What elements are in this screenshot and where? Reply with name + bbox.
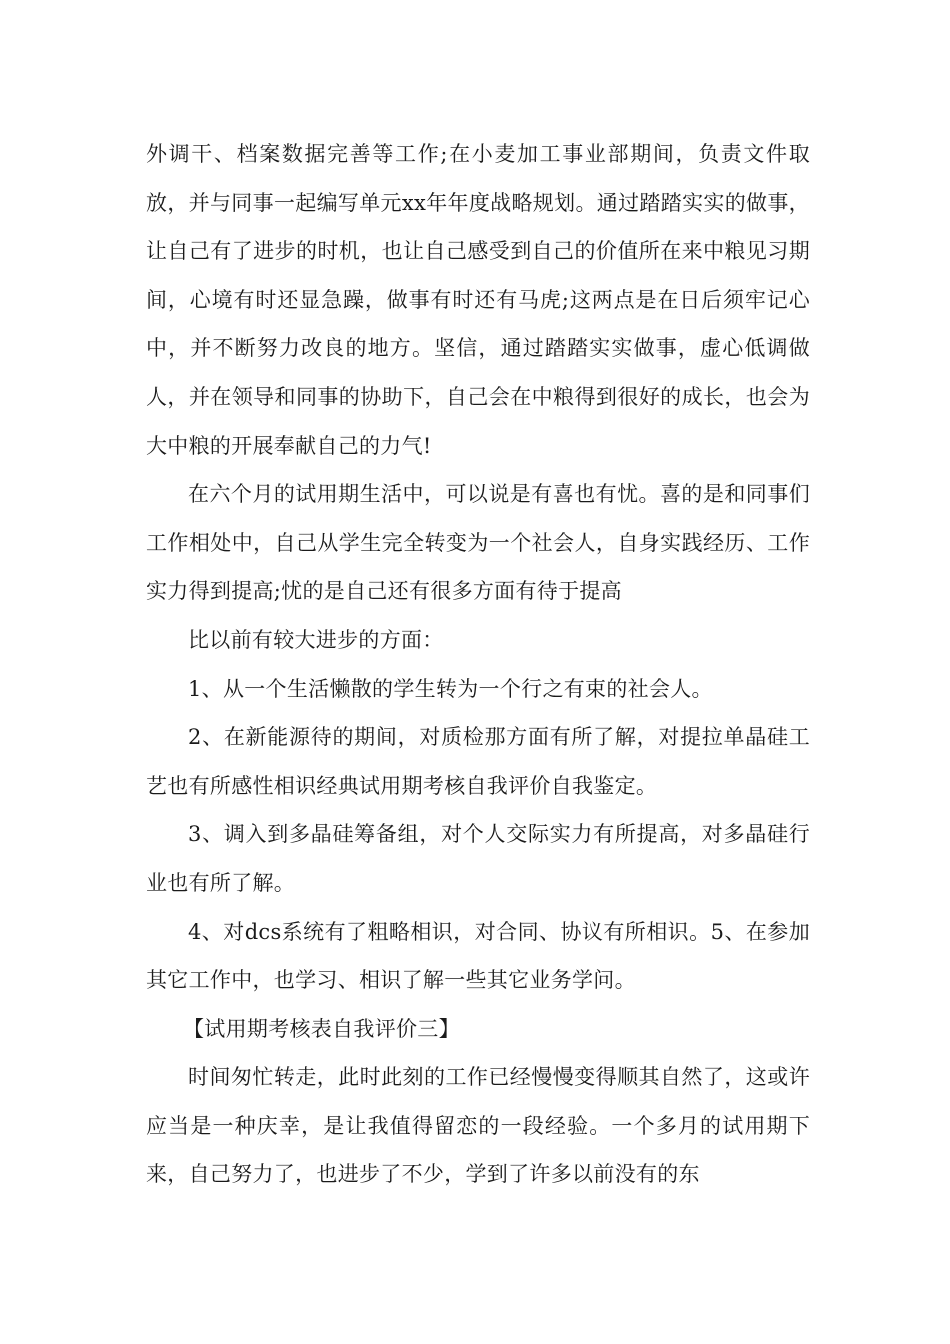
paragraph-probation-summary: 在六个月的试用期生活中，可以说是有喜也有忧。喜的是和同事们工作相处中，自己从学生完全转变为一个社会人，自身实践经历、工作实力得到提高;忧的是自己还有很多方面有待于提高	[146, 482, 810, 604]
paragraph-continuation: 外调干、档案数据完善等工作;在小麦加工事业部期间，负责文件取放，并与同事一起编写单元xx年年度战略规划。通过踏踏实实的做事，让自己有了进步的时机，也让自己感受到自己的价值所在来中粮见习期间，心境有时还显急躁，做事有时还有马虎;这两点是在日后须牢记心中，并不断努力改良的地方。坚信，通过踏踏实实做事，虚心低调做人，并在领导和同事的协助下，自己会在中粮得到很好的成长，也会为大中粮的开展奉献自己的力气!	[146, 142, 810, 458]
document-body	[146, 130, 810, 1199]
list-item-2: 2、在新能源待的期间，对质检那方面有所了解，对提拉单晶硅工艺也有所感性相识经典试用期考核自我评价自我鉴定。	[146, 725, 810, 798]
list-item-4: 4、对dcs系统有了粗略相识，对合同、协议有所相识。5、在参加其它工作中，也学习、相识了解一些其它业务学问。	[146, 919, 810, 993]
paragraph-closing: 时间匆忙转走，此时此刻的工作已经慢慢变得顺其自然了，这或许应当是一种庆幸，是让我值得留恋的一段经验。一个多月的试用期下来，自己努力了，也进步了不少，学到了许多以前没有的东	[146, 1065, 810, 1187]
list-item-3: 3、调入到多晶硅筹备组，对个人交际实力有所提高，对多晶硅行业也有所了解。	[146, 822, 810, 895]
paragraph-progress-intro: 比以前有较大进步的方面：	[188, 627, 444, 652]
list-item-1: 1、从一个生活懒散的学生转为一个行之有束的社会人。	[188, 676, 713, 701]
section-heading: 【试用期考核表自我评价三】	[183, 1016, 460, 1041]
